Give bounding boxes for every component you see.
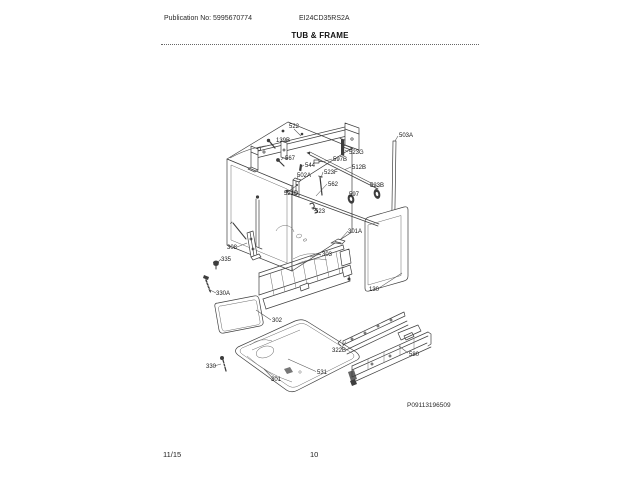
part-label-301a: 301A [348, 229, 363, 235]
screw-330a [203, 275, 211, 293]
locator-521d [296, 184, 298, 186]
part-label-512b: 512B [352, 165, 367, 171]
part-label-597: 597 [349, 192, 360, 198]
part-label-567: 567 [285, 156, 296, 162]
part-label-301: 301 [271, 377, 282, 383]
section-title: TUB & FRAME [291, 31, 349, 40]
part-label-521d: 521D [284, 191, 299, 197]
part-label-523b: 523B [370, 183, 385, 189]
part-label-544: 544 [305, 163, 316, 169]
screw-330 [220, 356, 226, 371]
diagram-code: P09113196509 [407, 402, 451, 409]
part-label-330a: 330A [216, 291, 231, 297]
footer-date: 11/15 [163, 450, 182, 459]
part-label-597b: 597B [333, 157, 348, 163]
part-label-130: 130 [369, 287, 380, 293]
footer-page-number: 10 [310, 450, 319, 459]
part-label-531: 531 [317, 370, 328, 376]
part-label-503a: 503A [399, 133, 414, 139]
part-label-502a: 502A [297, 173, 312, 179]
part-label-522: 522 [289, 124, 300, 130]
part-label-322b: 322B [332, 348, 347, 354]
part-label-303: 303 [322, 252, 333, 258]
grommet-523b [373, 188, 382, 199]
part-label-523f: 523F [324, 170, 338, 176]
part-label-330: 330 [206, 364, 217, 370]
part-label-302: 302 [272, 318, 283, 324]
part-label-523: 523 [315, 209, 326, 215]
publication-number: Publication No: 5995670774 [164, 15, 252, 22]
part-label-335: 335 [221, 257, 232, 263]
model-number: EI24CD35RS2A [299, 15, 350, 22]
base-pan-301 [236, 320, 360, 392]
part-label-139b: 139B [276, 138, 291, 144]
part-label-308: 308 [227, 245, 238, 251]
gasket-302 [215, 296, 263, 333]
part-label-562: 562 [328, 182, 339, 188]
part-label-580: 580 [409, 352, 420, 358]
part-label-523g: 523G [349, 150, 364, 156]
side-panel-130 [365, 207, 408, 291]
